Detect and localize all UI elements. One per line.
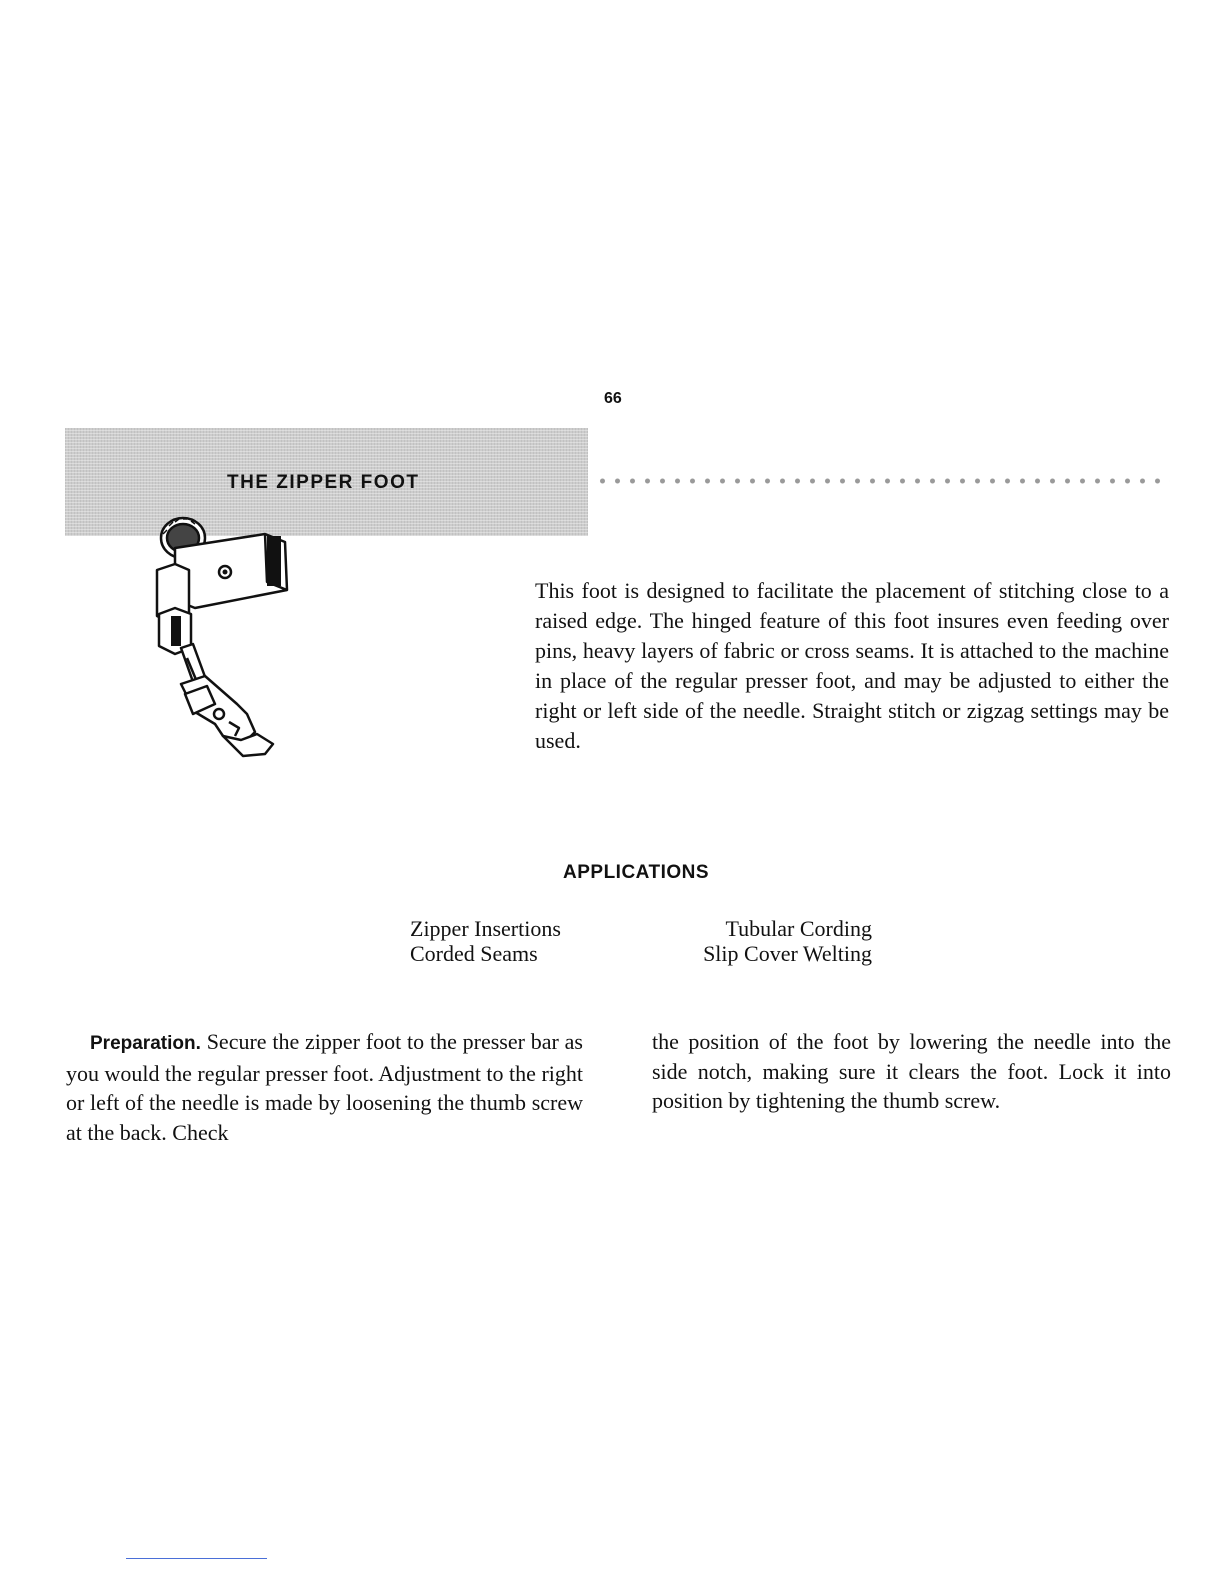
application-item: Tubular Cording	[725, 916, 872, 941]
section-title: THE ZIPPER FOOT	[227, 472, 420, 493]
preparation-label: Preparation.	[90, 1033, 201, 1054]
zipper-foot-illustration	[145, 508, 295, 768]
applications-right-list	[640, 916, 872, 966]
preparation-right-column: the position of the foot by lowering the needle into the side notch, making sure it clears the foot. Lock it into position by tightening the thumb screw.	[652, 1029, 1171, 1113]
intro-paragraph: This foot is designed to facilitate the placement of stitching close to a raised edge. The hinged feature of this foot insures even feeding over pins, heavy layers of fabric or cross seams. It is attached to the machine in place of the regular presser foot, and may be adjusted to either the right or left side of the needle. Straight stitch or zigzag settings may be used.	[535, 578, 1169, 753]
application-item: Zipper Insertions	[410, 916, 561, 941]
application-item: Slip Cover Welting	[703, 941, 872, 966]
page-number: 66	[604, 390, 622, 407]
footer-rule	[126, 1558, 267, 1559]
application-item: Corded Seams	[410, 941, 538, 966]
dotted-divider	[595, 476, 1170, 486]
preparation-left-text: Secure the zipper foot to the presser bar as you would the regular presser foot. Adjustment to the right or left of the needle is made by loosening the thumb screw at the back. Check	[66, 1029, 583, 1145]
preparation-left-column	[66, 1027, 583, 1147]
applications-heading: APPLICATIONS	[563, 862, 710, 883]
applications-left-list	[410, 916, 561, 966]
